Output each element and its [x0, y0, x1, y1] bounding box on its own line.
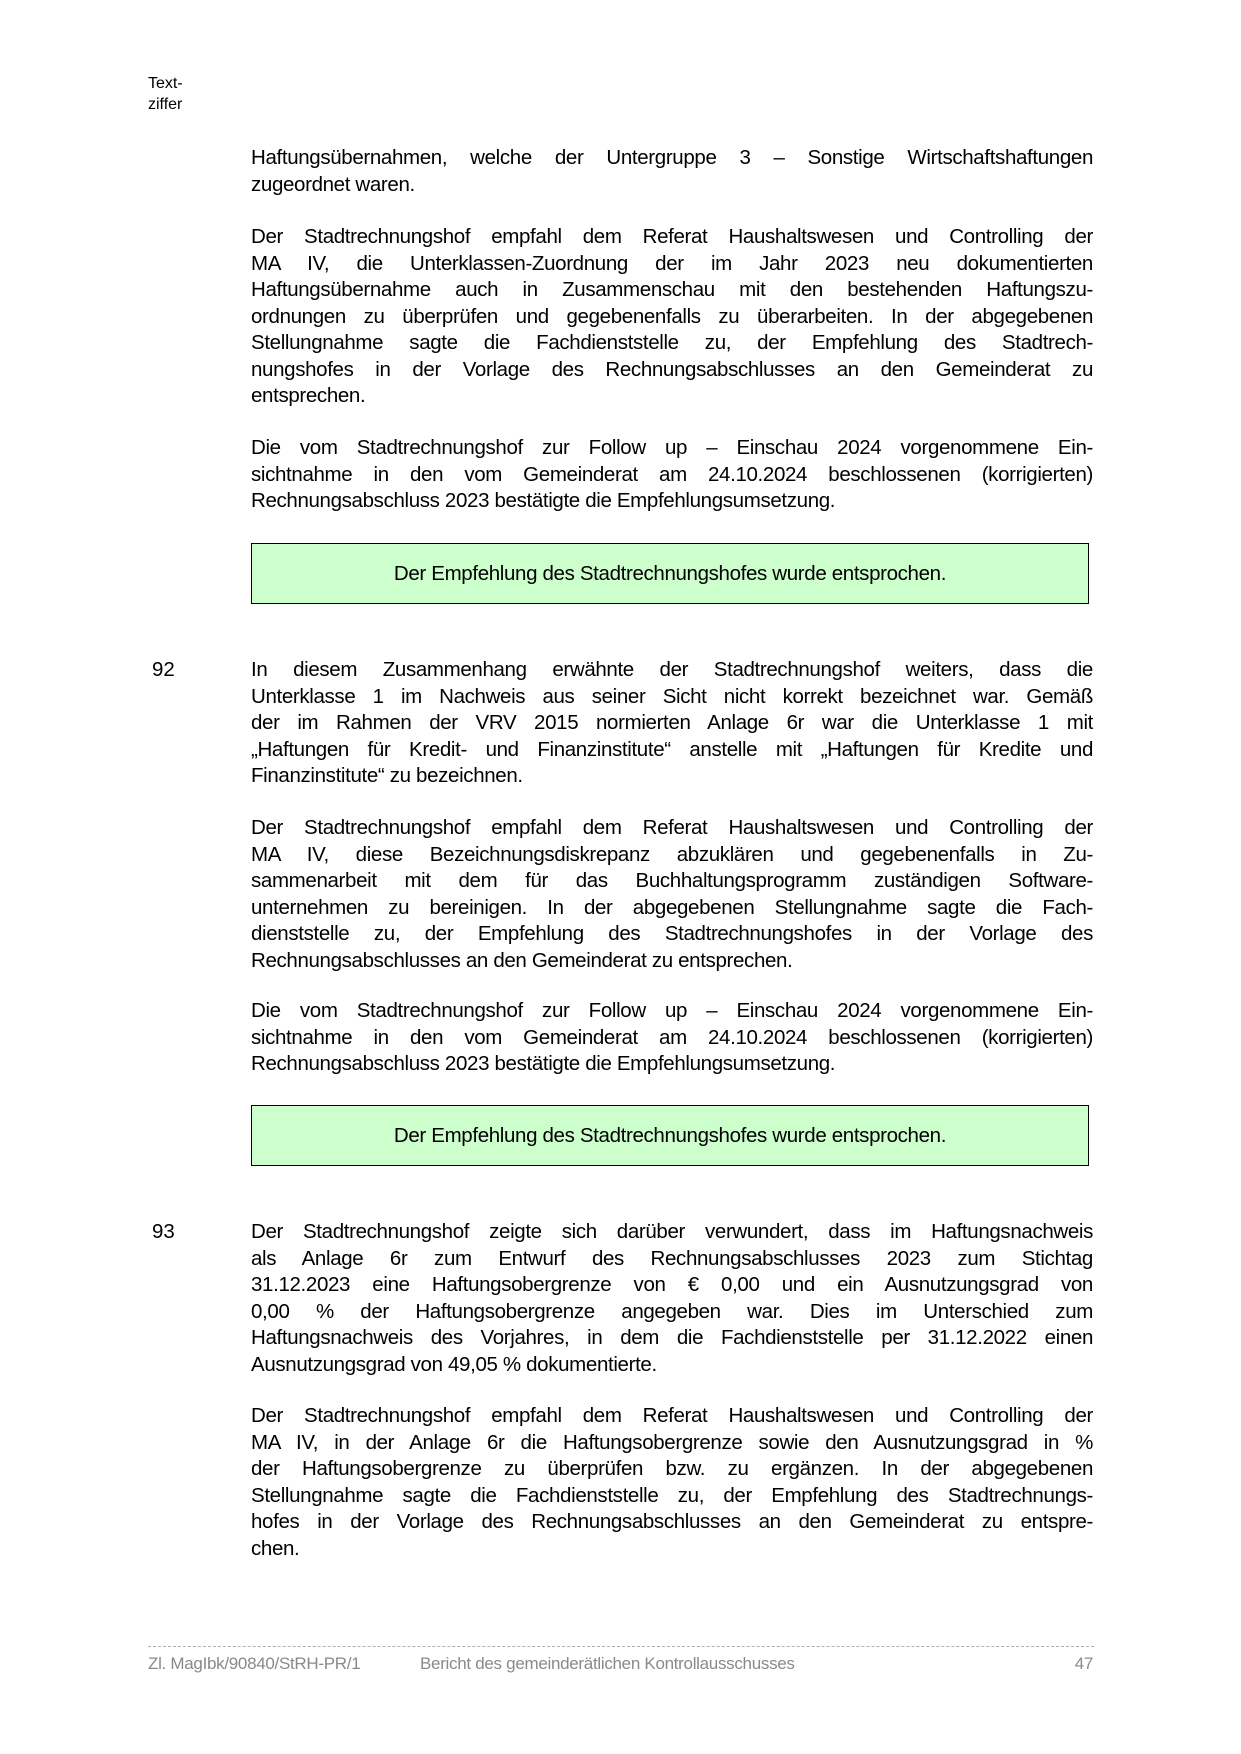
- text-line: MA IV, die Unterklassen-Zuordnung der im Jahr 2023 neu dokumentierten: [251, 251, 1093, 275]
- text-line: der Haftungsobergrenze zu überprüfen bzw. zu ergänzen. In der abgegebenen: [251, 1457, 1093, 1480]
- text-line: unternehmen zu bereinigen. In der abgegebenen Stellungnahme sagte die Fach-: [251, 895, 1093, 919]
- text-line: Unterklasse 1 im Nachweis aus seiner Sicht nicht korrekt bezeichnet war. Gemäß: [251, 684, 1093, 708]
- text-line: MA IV, diese Bezeichnungsdiskrepanz abzuklären und gegebenenfalls in Zu-: [251, 842, 1093, 866]
- paragraph-92-finding: [251, 657, 1093, 790]
- text-line: Die vom Stadtrechnungshof zur Follow up – Einschau 2024 vorgenommene Ein-: [251, 999, 1093, 1022]
- result-box-2: [251, 1105, 1089, 1166]
- margin-label-line1: Text-: [148, 75, 183, 92]
- result-box-1: [251, 543, 1089, 604]
- text-line: Finanzinstitute“ zu bezeichnen.: [251, 764, 523, 787]
- text-line: nungshofes in der Vorlage des Rechnungsabschlusses an den Gemeinderat zu: [251, 357, 1093, 381]
- text-line: Der Stadtrechnungshof empfahl dem Referat Haushaltswesen und Controlling der: [251, 1404, 1093, 1427]
- margin-label-line2: ziffer: [148, 96, 183, 113]
- footer-page-number: 47: [1074, 1654, 1093, 1673]
- paragraph-recommendation-1: [251, 224, 1093, 410]
- text-line: Der Stadtrechnungshof zeigte sich darüber verwundert, dass im Haftungsnachweis: [251, 1220, 1093, 1243]
- text-line: Rechnungsabschlusses an den Gemeinderat zu entsprechen.: [251, 948, 793, 972]
- footer-title: Bericht des gemeinderätlichen Kontrollausschusses: [420, 1654, 795, 1673]
- paragraph-93-finding: [251, 1219, 1093, 1378]
- text-line: „Haftungen für Kredit- und Finanzinstitute“ anstelle mit „Haftungen für Kredite und: [251, 737, 1093, 761]
- result-box-text: Der Empfehlung des Stadtrechnungshofes wurde entsprochen.: [393, 561, 947, 585]
- text-line: In diesem Zusammenhang erwähnte der Stadtrechnungshof weiters, dass die: [251, 658, 1093, 681]
- textziffer-number-92: 92: [152, 658, 175, 681]
- text-line: Stellungnahme sagte die Fachdienststelle zu, der Empfehlung des Stadtrech-: [251, 331, 1093, 354]
- text-line: Haftungsübernahme auch in Zusammenschau mit den bestehenden Haftungszu-: [251, 278, 1093, 301]
- text-line: zugeordnet waren.: [251, 172, 415, 196]
- text-line: als Anlage 6r zum Entwurf des Rechnungsabschlusses 2023 zum Stichtag: [251, 1246, 1093, 1270]
- text-line: sichtnahme in den vom Gemeinderat am 24.10.2024 beschlossenen (korrigierten): [251, 1025, 1093, 1049]
- text-line: der im Rahmen der VRV 2015 normierten Anlage 6r war die Unterklasse 1 mit: [251, 711, 1093, 734]
- paragraph-followup-1: [251, 435, 1093, 515]
- text-line: hofes in der Vorlage des Rechnungsabschlusses an den Gemeinderat zu entspre-: [251, 1510, 1093, 1533]
- text-line: MA IV, in der Anlage 6r die Haftungsobergrenze sowie den Ausnutzungsgrad in %: [251, 1430, 1093, 1454]
- paragraph-intro-continuation: [251, 145, 1093, 198]
- text-line: Rechnungsabschluss 2023 bestätigte die Empfehlungsumsetzung.: [251, 489, 836, 512]
- text-line: entsprechen.: [251, 384, 366, 407]
- text-line: 31.12.2023 eine Haftungsobergrenze von € 0,00 und ein Ausnutzungsgrad von: [251, 1273, 1093, 1296]
- margin-label-textziffer: [148, 73, 183, 115]
- paragraph-92-recommendation: [251, 815, 1093, 974]
- text-line: sichtnahme in den vom Gemeinderat am 24.10.2024 beschlossenen (korrigierten): [251, 462, 1093, 486]
- text-line: Ausnutzungsgrad von 49,05 % dokumentierte.: [251, 1352, 657, 1376]
- text-line: ordnungen zu überprüfen und gegebenenfalls zu überarbeiten. In der abgegebenen: [251, 304, 1093, 328]
- text-line: Stellungnahme sagte die Fachdienststelle zu, der Empfehlung des Stadtrechnungs-: [251, 1483, 1093, 1507]
- footer-reference: Zl. MagIbk/90840/StRH-PR/1: [148, 1654, 361, 1673]
- result-box-text: Der Empfehlung des Stadtrechnungshofes wurde entsprochen.: [393, 1123, 947, 1147]
- text-line: chen.: [251, 1536, 300, 1560]
- footer-divider: [148, 1646, 1094, 1647]
- text-line: Haftungsübernahmen, welche der Untergruppe 3 – Sonstige Wirtschaftshaftungen: [251, 146, 1093, 169]
- paragraph-93-recommendation: [251, 1403, 1093, 1562]
- text-line: Der Stadtrechnungshof empfahl dem Referat Haushaltswesen und Controlling der: [251, 225, 1093, 248]
- text-line: dienststelle zu, der Empfehlung des Stadtrechnungshofes in der Vorlage des: [251, 922, 1093, 945]
- text-line: Rechnungsabschluss 2023 bestätigte die Empfehlungsumsetzung.: [251, 1052, 836, 1075]
- paragraph-92-followup: [251, 998, 1093, 1078]
- textziffer-number-93: 93: [152, 1220, 175, 1243]
- text-line: Haftungsnachweis des Vorjahres, in dem die Fachdienststelle per 31.12.2022 einen: [251, 1326, 1093, 1349]
- text-line: Der Stadtrechnungshof empfahl dem Referat Haushaltswesen und Controlling der: [251, 816, 1093, 839]
- text-line: sammenarbeit mit dem für das Buchhaltungsprogramm zuständigen Software-: [251, 869, 1093, 892]
- text-line: Die vom Stadtrechnungshof zur Follow up – Einschau 2024 vorgenommene Ein-: [251, 436, 1093, 459]
- text-line: 0,00 % der Haftungsobergrenze angegeben war. Dies im Unterschied zum: [251, 1299, 1093, 1323]
